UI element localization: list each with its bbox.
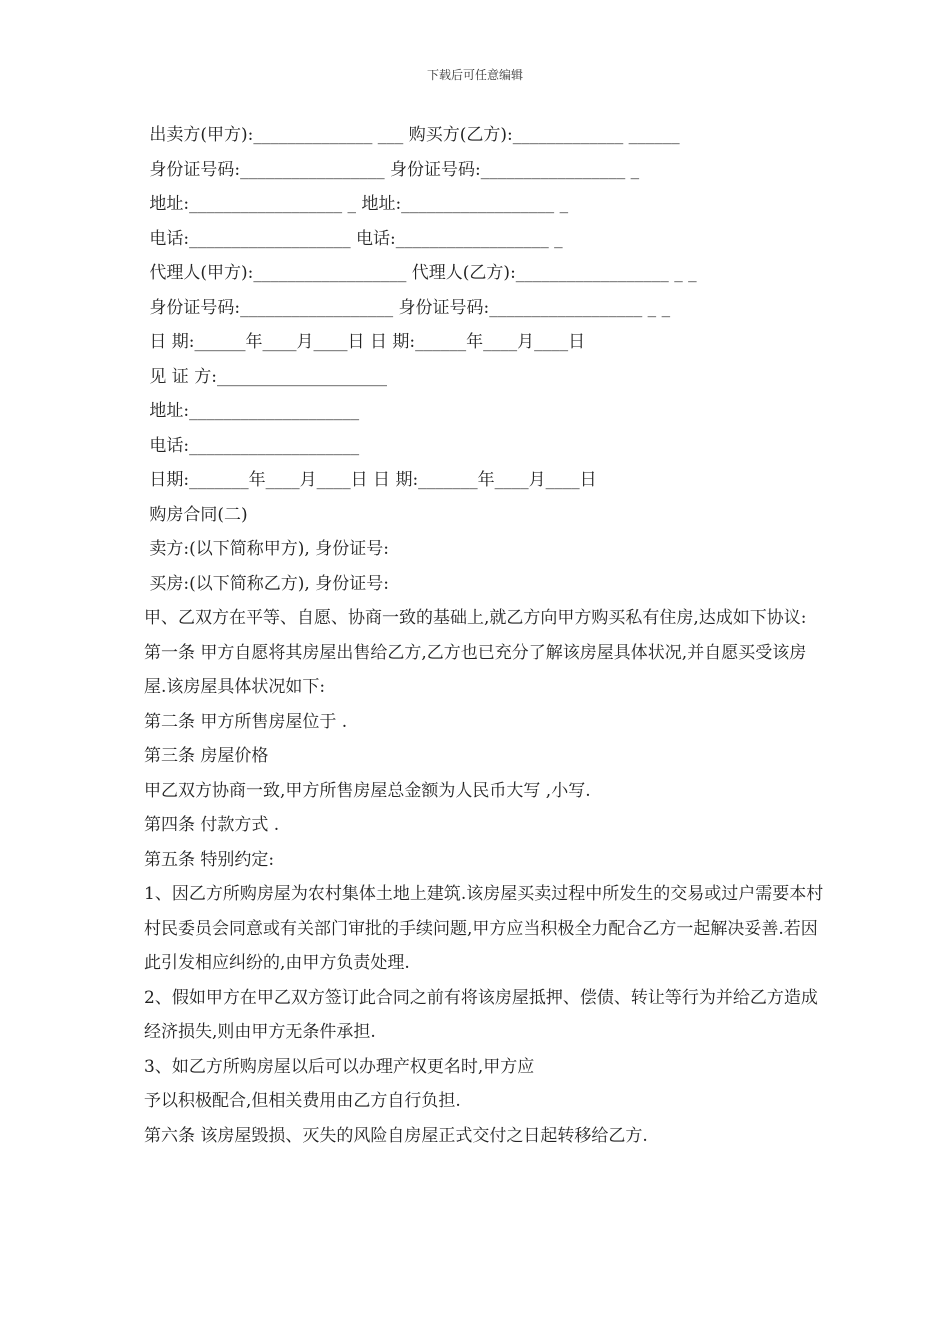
clause-3b: 予以积极配合,但相关费用由乙方自行负担. <box>144 1091 461 1111</box>
witness-date-line: 日期:_______年____月____日 日 期:_______年____月____日 <box>144 470 597 490</box>
article-5-heading: 第五条 特别约定: <box>144 849 275 870</box>
article-4: 第四条 付款方式 . <box>144 815 280 835</box>
witness-phone-line: 电话:____________________ <box>144 435 360 456</box>
clause-3a: 3、如乙方所购房屋以后可以办理产权更名时,甲方应 <box>144 1056 535 1077</box>
agent-id-line: 身份证号码:__________________ 身份证号码:__________________ _ _ <box>144 297 671 318</box>
article-3-heading: 第三条 房屋价格 <box>144 746 269 766</box>
witness-address-line: 地址:____________________ <box>144 401 360 421</box>
contract-body <box>144 118 824 1153</box>
address-line: 地址:__________________ _ 地址:__________________ _ <box>144 194 569 214</box>
article-2: 第二条 甲方所售房屋位于 . <box>144 711 348 732</box>
witness-line: 见 证 方:____________________ <box>144 366 387 387</box>
preamble-paragraph: 甲、乙双方在平等、自愿、协商一致的基础上,就乙方向甲方购买私有住房,达成如下协议: <box>144 608 807 628</box>
id-number-line: 身份证号码:_________________ 身份证号码:_________________ _ <box>144 159 640 180</box>
seller-line: 卖方:(以下简称甲方), 身份证号: <box>144 539 389 559</box>
clause-1: 1、因乙方所购房屋为农村集体土地上建筑.该房屋买卖过程中所发生的交易或过户需要本村村民委员会同意或有关部门审批的手续问题,甲方应当积极全力配合乙方一起解决妥善.若因此引发相应纠纷的,由甲方负责处理. <box>144 884 824 973</box>
article-1: 第一条 甲方自愿将其房屋出售给乙方,乙方也已充分了解该房屋具体状况,并自愿买受该房屋.该房屋具体状况如下: <box>144 642 807 697</box>
seller-buyer-line: 出卖方(甲方):______________ ___ 购买方(乙方):_____________ ______ <box>144 125 680 145</box>
date-line: 日 期:______年____月____日 日 期:______年____月____日 <box>144 332 586 352</box>
phone-line: 电话:___________________ 电话:__________________ _ <box>144 228 563 249</box>
page-header: 下载后可任意编辑 <box>426 68 523 82</box>
buyer-line: 买房:(以下简称乙方), 身份证号: <box>144 573 389 594</box>
article-3-text: 甲乙双方协商一致,甲方所售房屋总金额为人民币大写 ,小写. <box>144 780 591 801</box>
contract-title: 购房合同(二) <box>144 504 248 525</box>
agent-line: 代理人(甲方):__________________ 代理人(乙方):__________________ _ _ <box>144 263 697 283</box>
clause-2: 2、假如甲方在甲乙双方签订此合同之前有将该房屋抵押、偿债、转让等行为并给乙方造成经济损失,则由甲方无条件承担. <box>144 987 818 1042</box>
article-6: 第六条 该房屋毁损、灭失的风险自房屋正式交付之日起转移给乙方. <box>144 1125 648 1146</box>
